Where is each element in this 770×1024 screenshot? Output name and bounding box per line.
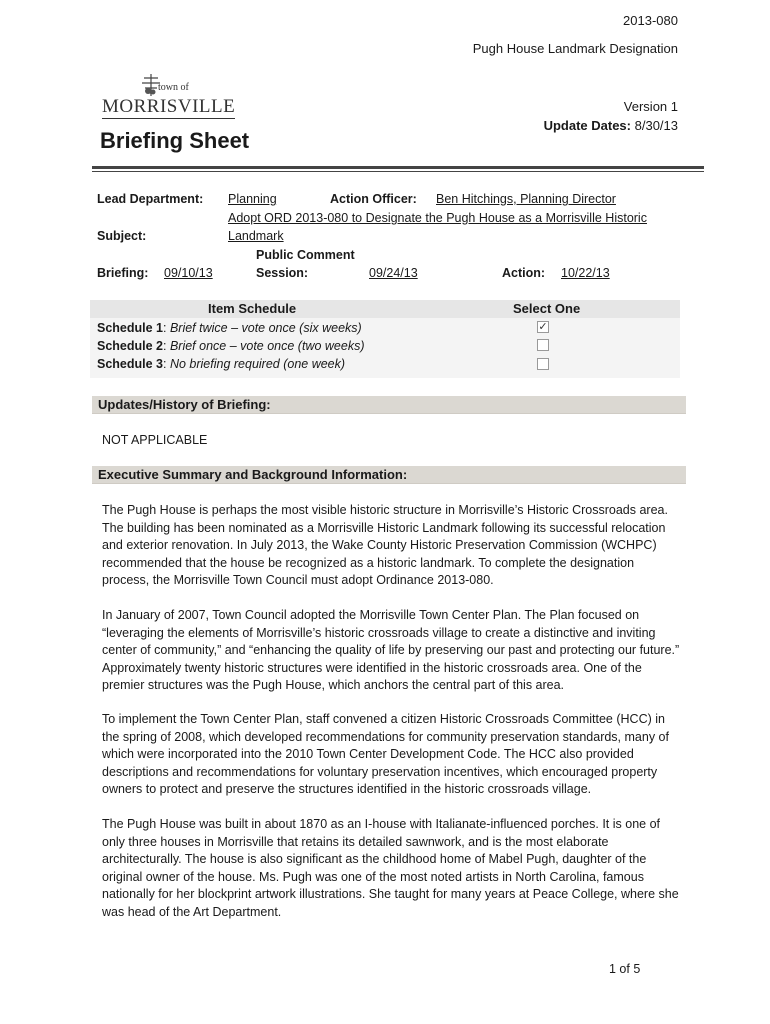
logo-town-name: MORRISVILLE [102, 96, 236, 117]
schedule-label: Schedule 3 [97, 357, 163, 371]
select-one-header: Select One [513, 301, 581, 316]
update-dates [544, 117, 678, 135]
public-comment-label-line1: Public Comment [256, 248, 355, 262]
schedule-label: Schedule 2 [97, 339, 163, 353]
subject-label: Subject: [97, 229, 147, 243]
action-officer-label: Action Officer: [330, 192, 417, 206]
public-comment-date: 09/24/13 [369, 266, 418, 280]
schedule-description: Brief twice – vote once (six weeks) [169, 321, 362, 335]
action-officer-value: Ben Hitchings, Planning Director [436, 192, 616, 206]
subject-value-line2: Landmark [228, 229, 284, 243]
page-number: 1 of 5 [609, 962, 641, 976]
schedule-label: Schedule 1 [97, 321, 163, 335]
update-dates-value: 8/30/13 [634, 118, 678, 133]
item-schedule-header: Item Schedule [208, 301, 297, 316]
town-logo [100, 74, 236, 128]
schedule-description: Brief once – vote once (two weeks) [169, 339, 365, 353]
schedule-2-checkbox[interactable] [537, 339, 549, 351]
lead-department-label: Lead Department: [97, 192, 204, 206]
summary-paragraph: In January of 2007, Town Council adopted the Morrisville Town Center Plan. The Plan focused on “leveraging the elements of Morrisville’s historic crossroads village to create a distinctive and inviting center of community,” and “enhancing the quality of life by preserving our past and protecting our future.” Approximately twenty historic structures were identified in the historic crossroads area. One of the premier structures was the Pugh House, which anchors the central part of this area. [102, 608, 680, 692]
schedule-table-header [90, 300, 680, 318]
lead-department-value: Planning [228, 192, 277, 206]
summary-paragraph: The Pugh House is perhaps the most visible historic structure in Morrisville’s Historic Crossroads area. The building has been nominated as a Morrisville Historic Landmark following its successful relocation and exterior renovation. In July 2013, the Wake County Historic Preservation Commission (WCHPC) recommended that the house be recognized as a historic landmark. To complete the designation process, the Morrisville Town Council must adopt Ordinance 2013-080. [102, 503, 668, 587]
updates-body: NOT APPLICABLE [102, 433, 208, 447]
header-divider-thick [92, 166, 704, 169]
header-divider-thin [92, 171, 704, 172]
action-date: 10/22/13 [561, 266, 610, 280]
summary-paragraph: To implement the Town Center Plan, staff convened a citizen Historic Crossroads Committee (HCC) in the spring of 2008, which developed recommendations for community preservation standards, many of which were incorporated into the 2010 Town Center Development Code. The HCC also provided descriptions and recommendations for voluntary preservation incentives, which encouraged property owners to protect and preserve the structures identified in the historic crossroads village. [102, 712, 669, 796]
summary-paragraph: The Pugh House was built in about 1870 as an I-house with Italianate-influenced porches. It is one of only three houses in Morrisville that retains its detailed sawnwork, and is the most elaborate architecturally. The house is also significant as the childhood home of Mabel Pugh, daughter of the original owner of the house. Ms. Pugh was one of the most noted artists in North Carolina, famous nationally for her blockprint artwork illustrations. She taught for many years at Peace College, where she was head of the Art Department. [102, 817, 679, 919]
action-label: Action: [502, 266, 546, 280]
updates-section-title: Updates/History of Briefing: [98, 397, 271, 412]
subject-value-line1: Adopt ORD 2013-080 to Designate the Pugh House as a Morrisville Historic [228, 211, 647, 225]
document-number: 2013-080 [623, 13, 678, 28]
summary-section-title: Executive Summary and Background Information: [98, 467, 408, 482]
schedule-row-2: Schedule 2: Brief once – vote once (two weeks) [97, 339, 365, 353]
schedule-1-checkbox[interactable]: ✓ [538, 321, 548, 333]
schedule-row-1: Schedule 1: Brief twice – vote once (six weeks) [97, 321, 362, 335]
schedule-description: No briefing required (one week) [169, 357, 346, 371]
public-comment-label-line2: Session: [256, 266, 309, 280]
schedule-3-checkbox[interactable] [537, 358, 549, 370]
briefing-date: 09/10/13 [164, 266, 213, 280]
briefing-label: Briefing: [97, 266, 149, 280]
document-title: Pugh House Landmark Designation [472, 41, 678, 56]
page-title: Briefing Sheet [100, 128, 250, 153]
update-dates-label: Update Dates: [543, 118, 631, 133]
version-label: Version 1 [623, 99, 678, 114]
schedule-row-3: Schedule 3: No briefing required (one week) [97, 357, 346, 371]
logo-small-text: town of [158, 82, 189, 93]
